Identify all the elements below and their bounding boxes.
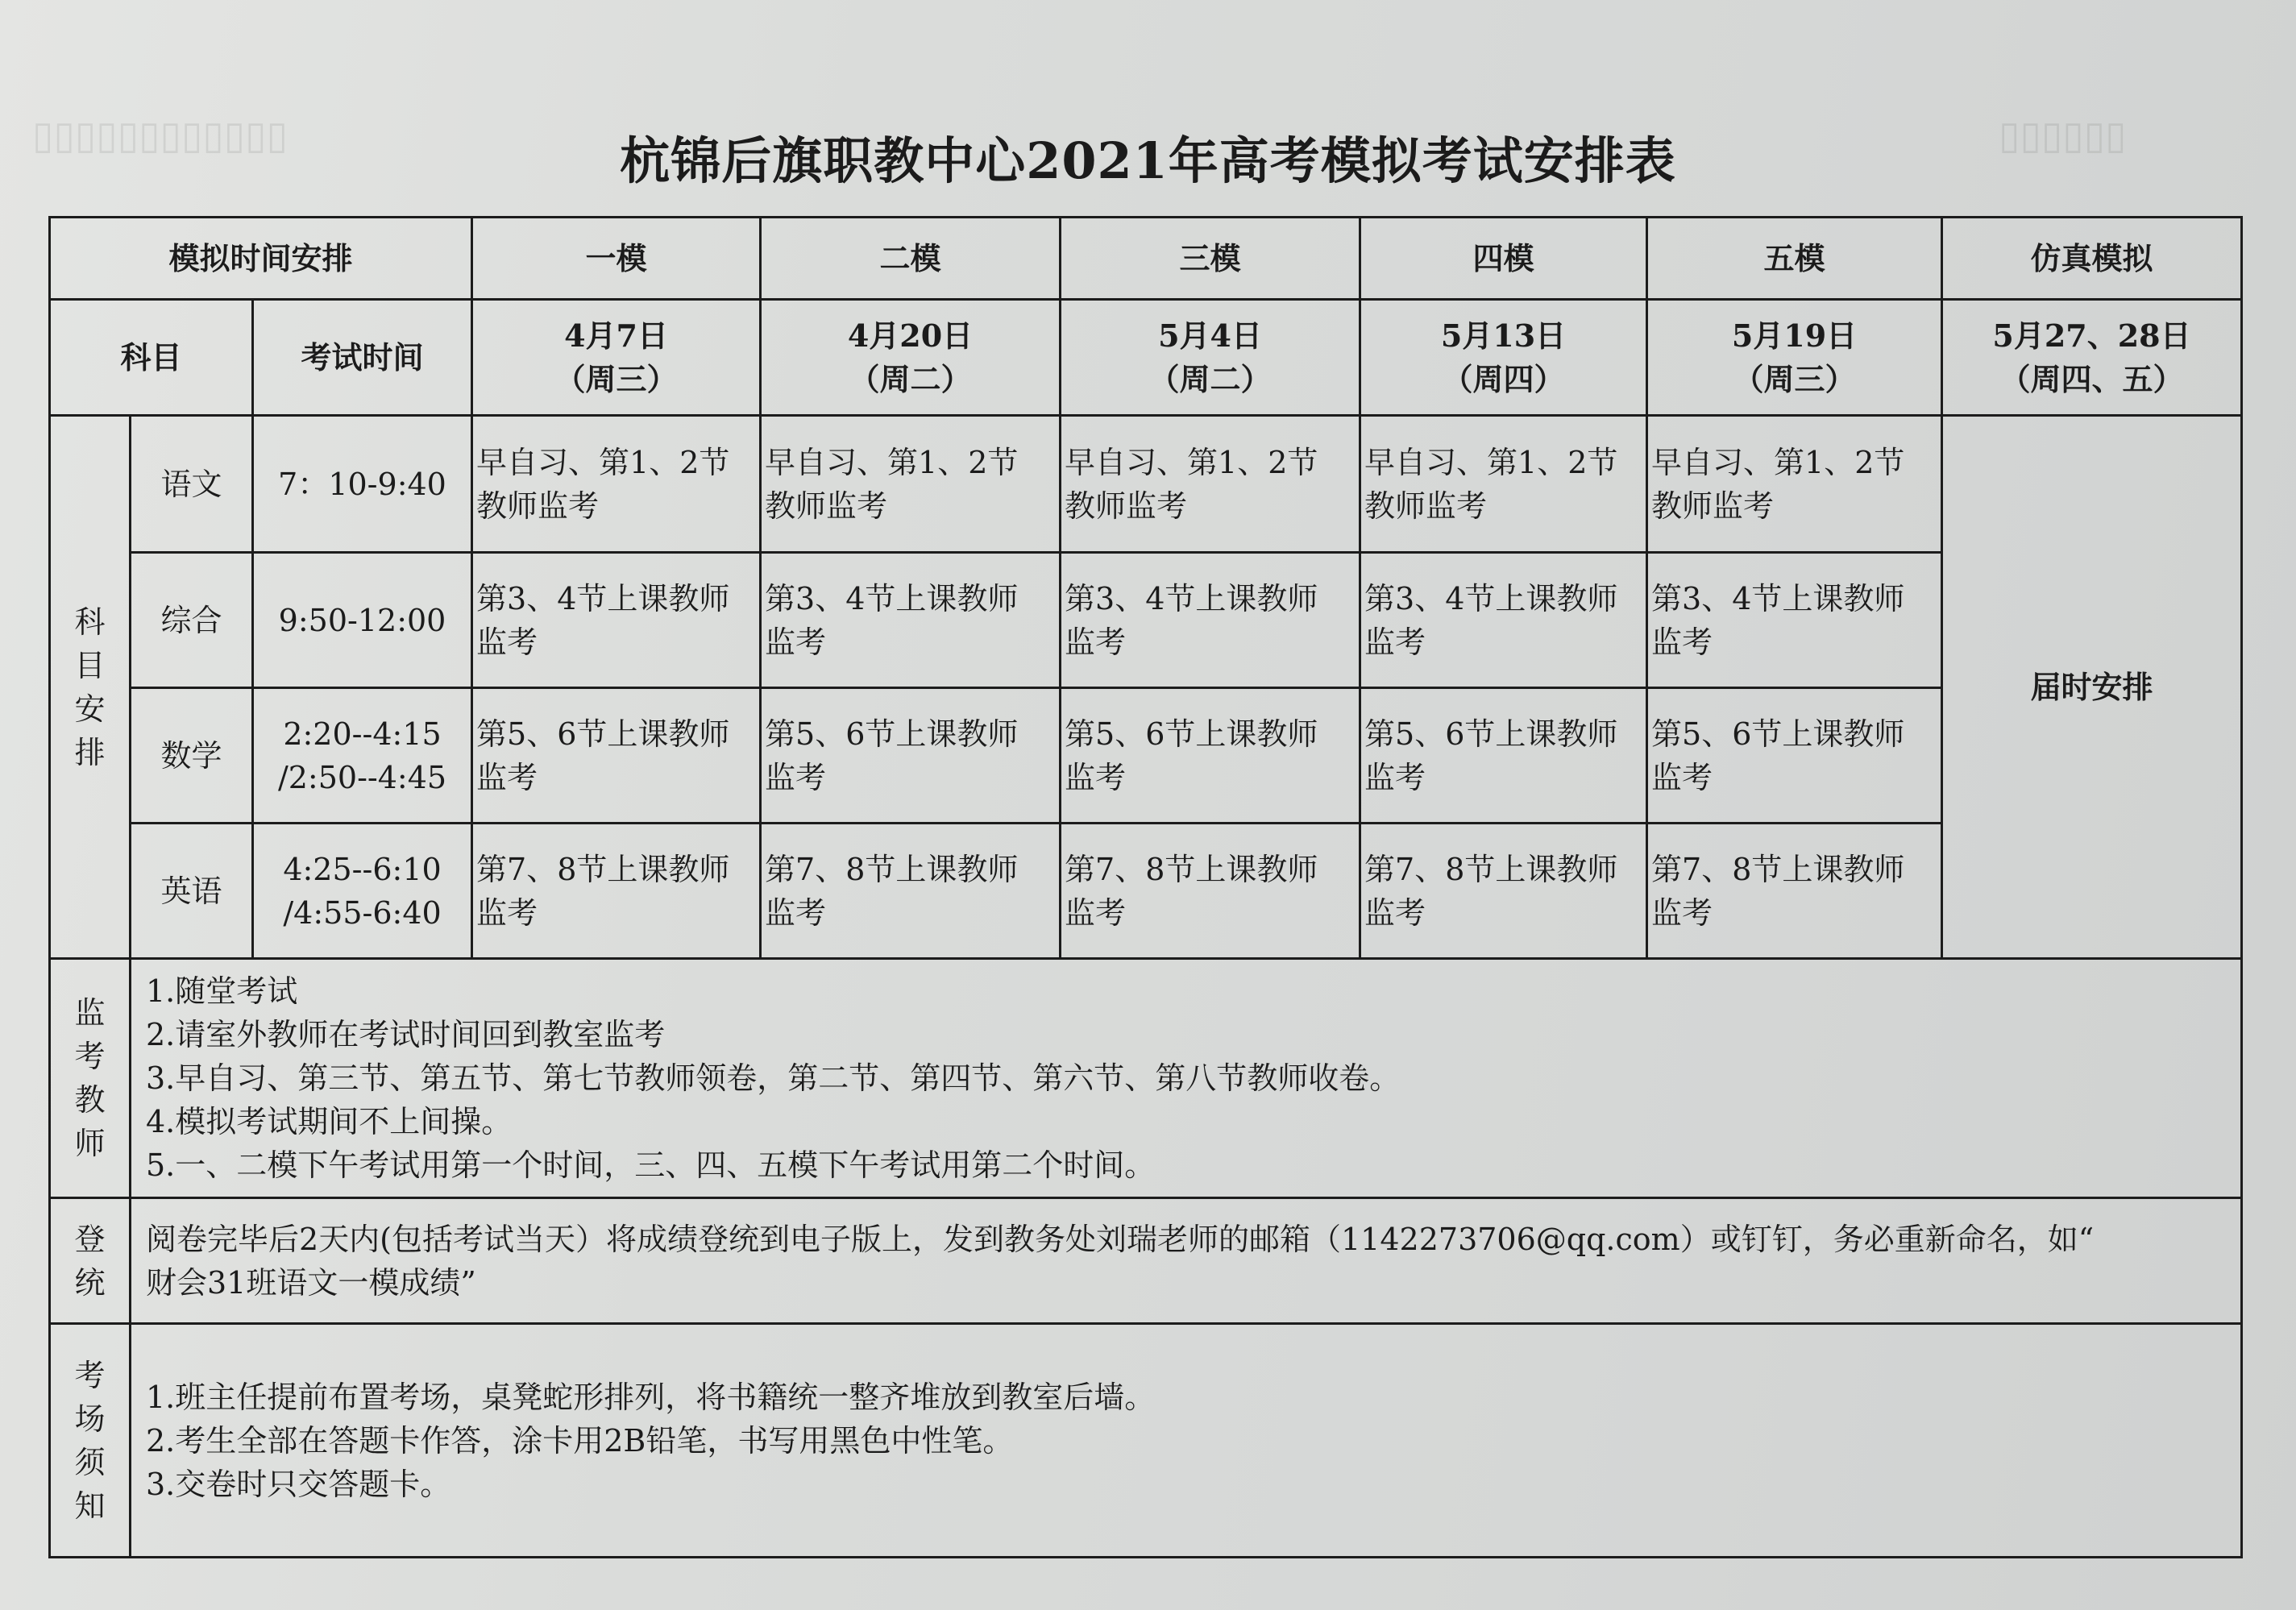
register-section-label	[50, 1198, 131, 1324]
schedule-label: 模拟时间安排	[50, 218, 472, 300]
simulation-note: 届时安排	[1942, 416, 2242, 959]
exam-schedule-table	[48, 216, 2243, 1558]
proctor-line: 监考	[1364, 759, 1426, 795]
time-primary: 7：10-9:40	[278, 466, 446, 502]
proctor-line: 监考	[765, 759, 827, 795]
exam-date-3	[1061, 300, 1360, 416]
page-title: 杭锦后旗职教中心2021年高考模拟考试安排表	[620, 131, 1676, 190]
register-line: 阅卷完毕后2天内(包括考试当天）将成绩登统到电子版上，发到教务处刘瑞老师的邮箱（1142273706@qq.com）或钉钉，务必重新命名，如“	[146, 1221, 2095, 1257]
proctor-line: 第5、6节上课教师	[1065, 716, 1318, 752]
date: 5月13日	[1440, 317, 1567, 354]
proctor-line: 监考	[476, 624, 538, 660]
proctor-cell	[1360, 824, 1647, 959]
proctor-cell	[1061, 553, 1360, 688]
proctor-line: 监考	[1065, 894, 1127, 931]
weekday: （周二）	[1148, 360, 1272, 397]
subject-row-chinese	[50, 416, 2242, 553]
time-secondary: /4:55-6:40	[283, 894, 442, 931]
proctor-line: 监考	[1651, 759, 1713, 795]
proctor-line: 第3、4节上课教师	[1065, 580, 1318, 616]
proctor-line: 第7、8节上课教师	[1065, 851, 1318, 887]
proctor-line: 第3、4节上课教师	[476, 580, 730, 616]
exam-date-2	[761, 300, 1061, 416]
subject-row-english	[50, 824, 2242, 959]
weekday: （周三）	[1733, 360, 1856, 397]
proctor-line: 第7、8节上课教师	[1364, 851, 1618, 887]
venue-row	[50, 1324, 2242, 1558]
proctor-line: 第3、4节上课教师	[1651, 580, 1905, 616]
label-char: 安	[74, 691, 106, 727]
weekday: （周二）	[849, 360, 972, 397]
time-primary: 2:20--4:15	[283, 716, 442, 752]
subject-label: 科目	[50, 300, 253, 416]
proctor-line: 监考	[765, 624, 827, 660]
proctor-notes	[131, 959, 2242, 1198]
proctor-cell	[1647, 416, 1942, 553]
label-char: 考	[74, 1039, 106, 1074]
proctor-line: 监考	[476, 894, 538, 931]
exam-name-6: 仿真模拟	[1942, 218, 2242, 300]
header-row-dates	[50, 300, 2242, 416]
proctor-line: 教师监考	[476, 488, 600, 524]
proctor-line: 监考	[1364, 894, 1426, 931]
exam-name-1: 一模	[472, 218, 761, 300]
proctor-line: 早自习、第1、2节	[1364, 444, 1618, 480]
venue-section-label	[50, 1324, 131, 1558]
subject-time	[253, 688, 472, 824]
proctor-cell	[1360, 416, 1647, 553]
label-char: 考	[74, 1357, 106, 1393]
subject-time	[253, 416, 472, 553]
subject-name: 语文	[131, 416, 253, 553]
exam-date-6	[1942, 300, 2242, 416]
proctor-line: 早自习、第1、2节	[765, 444, 1019, 480]
proctor-cell	[1360, 688, 1647, 824]
exam-date-4	[1360, 300, 1647, 416]
note-item: 4.模拟考试期间不上间操。	[146, 1104, 513, 1139]
subject-row-math	[50, 688, 2242, 824]
proctor-line: 监考	[1651, 624, 1713, 660]
note-item: 2.请室外教师在考试时间回到教室监考	[146, 1017, 666, 1052]
proctor-cell	[761, 824, 1061, 959]
label-char: 科	[74, 604, 106, 640]
proctor-line: 第7、8节上课教师	[1651, 851, 1905, 887]
subject-name: 综合	[131, 553, 253, 688]
label-char: 师	[74, 1126, 106, 1161]
date: 4月20日	[847, 317, 974, 354]
label-char: 教	[74, 1082, 106, 1118]
proctor-line: 第3、4节上课教师	[765, 580, 1019, 616]
bleed-through-text: ▯▯▯▯▯▯▯▯▯▯▯▯	[32, 113, 288, 158]
label-char: 统	[74, 1264, 106, 1301]
proctor-line: 第5、6节上课教师	[765, 716, 1019, 752]
register-line: 财会31班语文一模成绩”	[146, 1264, 476, 1301]
proctor-line: 监考	[1364, 624, 1426, 660]
proctor-cell	[472, 824, 761, 959]
time-secondary: /2:50--4:45	[277, 759, 447, 795]
proctor-line: 教师监考	[765, 488, 888, 524]
register-notes	[131, 1198, 2242, 1324]
label-char: 监	[74, 995, 106, 1031]
register-row	[50, 1198, 2242, 1324]
proctor-line: 第3、4节上课教师	[1364, 580, 1618, 616]
proctor-line: 监考	[1065, 759, 1127, 795]
proctor-line: 早自习、第1、2节	[1651, 444, 1905, 480]
proctor-cell	[1360, 553, 1647, 688]
exam-name-5: 五模	[1647, 218, 1942, 300]
time-primary: 9:50-12:00	[278, 602, 446, 638]
time-primary: 4:25--6:10	[283, 851, 442, 887]
proctor-cell	[1061, 688, 1360, 824]
note-item: 3.交卷时只交答题卡。	[146, 1466, 451, 1502]
proctor-cell	[1647, 824, 1942, 959]
label-char: 须	[74, 1444, 106, 1480]
weekday: （周三）	[554, 360, 678, 397]
note-item: 2.考生全部在答题卡作答，涂卡用2B铅笔，书写用黑色中性笔。	[146, 1422, 1014, 1459]
date: 5月27、28日	[1992, 317, 2191, 354]
subject-time	[253, 824, 472, 959]
proctor-line: 监考	[765, 894, 827, 931]
label-char: 知	[74, 1488, 106, 1524]
date: 4月7日	[564, 317, 668, 354]
weekday: （周四）	[1442, 360, 1565, 397]
bleed-through-text: ▯▯▯▯▯▯	[1999, 113, 2127, 158]
proctor-line: 教师监考	[1651, 488, 1775, 524]
proctor-cell	[761, 688, 1061, 824]
label-char: 目	[74, 647, 106, 683]
note-item: 1.随堂考试	[146, 973, 298, 1009]
proctor-line: 第7、8节上课教师	[765, 851, 1019, 887]
time-label: 考试时间	[253, 300, 472, 416]
proctor-cell	[1647, 553, 1942, 688]
subject-name: 数学	[131, 688, 253, 824]
proctor-notes-row	[50, 959, 2242, 1198]
label-char: 登	[74, 1221, 106, 1257]
proctor-line: 第5、6节上课教师	[1651, 716, 1905, 752]
proctor-cell	[1647, 688, 1942, 824]
proctor-section-label	[50, 959, 131, 1198]
exam-date-1	[472, 300, 761, 416]
proctor-line: 教师监考	[1364, 488, 1488, 524]
proctor-cell	[472, 553, 761, 688]
proctor-line: 第5、6节上课教师	[476, 716, 730, 752]
note-item: 1.班主任提前布置考场，桌凳蛇形排列，将书籍统一整齐堆放到教室后墙。	[146, 1379, 1156, 1415]
proctor-cell	[472, 416, 761, 553]
proctor-line: 教师监考	[1065, 488, 1188, 524]
label-char: 排	[74, 734, 106, 770]
subject-time	[253, 553, 472, 688]
proctor-cell	[761, 416, 1061, 553]
date: 5月19日	[1731, 317, 1858, 354]
exam-date-5	[1647, 300, 1942, 416]
subject-row-comprehensive	[50, 553, 2242, 688]
proctor-line: 第5、6节上课教师	[1364, 716, 1618, 752]
exam-name-4: 四模	[1360, 218, 1647, 300]
header-row-exams	[50, 218, 2242, 300]
exam-name-3: 三模	[1061, 218, 1360, 300]
note-item: 5.一、二模下午考试用第一个时间，三、四、五模下午考试用第二个时间。	[146, 1147, 1156, 1183]
weekday: （周四、五）	[1999, 360, 2184, 397]
proctor-line: 监考	[1065, 624, 1127, 660]
proctor-line: 早自习、第1、2节	[476, 444, 730, 480]
proctor-cell	[1061, 416, 1360, 553]
proctor-line: 监考	[476, 759, 538, 795]
date: 5月4日	[1158, 317, 1262, 354]
exam-name-2: 二模	[761, 218, 1061, 300]
proctor-line: 第7、8节上课教师	[476, 851, 730, 887]
label-char: 场	[74, 1400, 106, 1437]
subject-section-label	[50, 416, 131, 959]
proctor-cell	[761, 553, 1061, 688]
proctor-line: 早自习、第1、2节	[1065, 444, 1318, 480]
proctor-cell	[472, 688, 761, 824]
note-item: 3.早自习、第三节、第五节、第七节教师领卷，第二节、第四节、第六节、第八节教师收卷。	[146, 1060, 1401, 1096]
subject-name: 英语	[131, 824, 253, 959]
proctor-line: 监考	[1651, 894, 1713, 931]
proctor-cell	[1061, 824, 1360, 959]
venue-notes	[131, 1324, 2242, 1558]
